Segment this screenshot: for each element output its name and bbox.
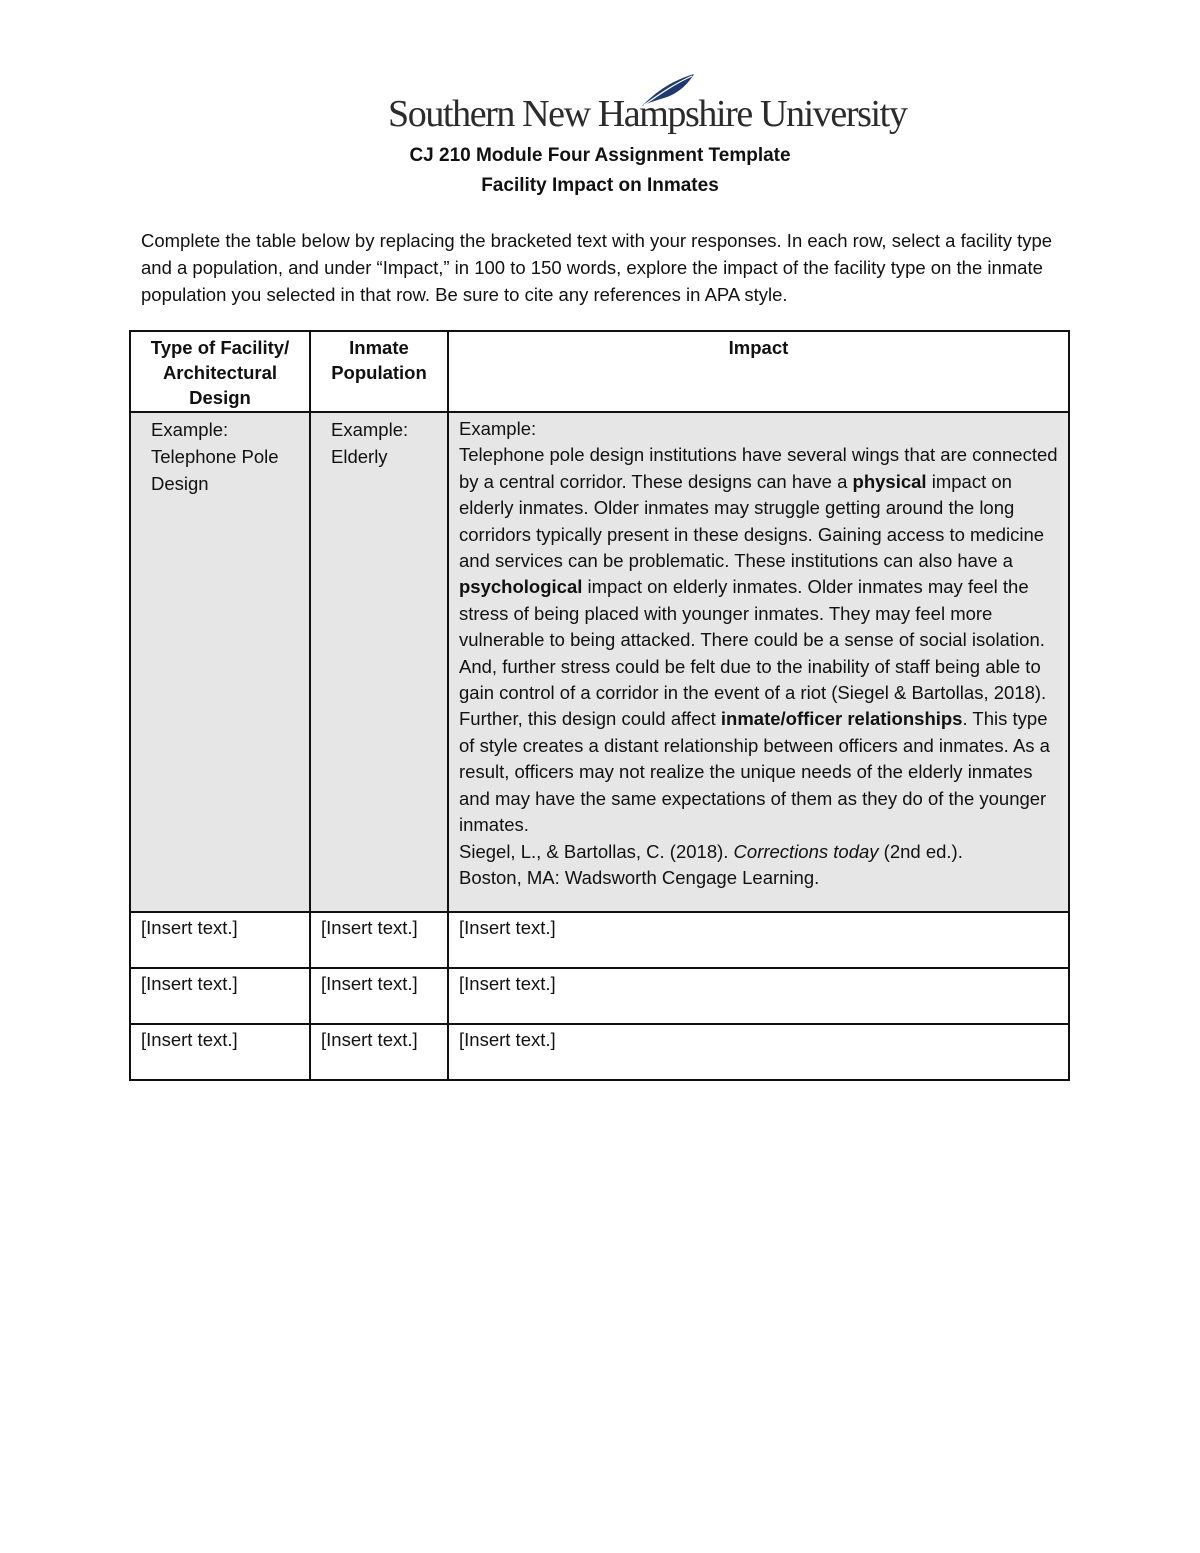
university-logo [388, 72, 907, 135]
facility-input-cell[interactable]: [Insert text.] [130, 1024, 310, 1080]
header-impact: Impact [448, 331, 1069, 412]
document-subtitle: Facility Impact on Inmates [481, 175, 719, 196]
facility-input-cell[interactable]: [Insert text.] [130, 968, 310, 1024]
table-row [130, 968, 1069, 1024]
population-input-cell[interactable]: [Insert text.] [310, 1024, 448, 1080]
header-facility: Type of Facility/ Architectural Design [130, 331, 310, 412]
table-header-row [130, 331, 1069, 412]
impact-input-cell[interactable]: [Insert text.] [448, 912, 1069, 968]
instructions-paragraph: Complete the table below by replacing the bracketed text with your responses. In each row, select a facility type and a population, and under “Impact,” in 100 to 150 words, explore the impact of the facility type on the inmate population you selected in that row. Be sure to cite any references in APA style. [141, 230, 1053, 305]
population-input-cell[interactable]: [Insert text.] [310, 912, 448, 968]
example-reference: Siegel, L., & Bartollas, C. (2018). Corrections today (2nd ed.). [459, 840, 963, 862]
facility-input-cell[interactable]: [Insert text.] [130, 912, 310, 968]
assignment-table [129, 330, 1070, 1081]
impact-input-cell[interactable]: [Insert text.] [448, 1024, 1069, 1080]
table-row [130, 912, 1069, 968]
document-title: CJ 210 Module Four Assignment Template [409, 145, 791, 166]
example-impact-text: Telephone pole design institutions have several wings that are connected by a central corridor. These designs can have a physical impact on elderly inmates. Older inmates may struggle getting around the long corridors typically present in these designs. Gaining access to medicine and services can be problematic. These institutions can also have a psychological impact on elderly inmates. Older inmates may feel the stress of being placed with younger inmates. They may feel more vulnerable to being attacked. There could be a sense of social isolation. And, further stress could be felt due to the inability of staff being able to gain control of a corridor in the event of a riot (Siegel & Bartollas, 2018). Further, this design could affect inmate/officer relationships. This type of style creates a distant relationship between officers and inmates. As a result, officers may not realize the unique needs of the elderly inmates and may have the same expectations of them as they do of the younger inmates. [459, 444, 1058, 836]
example-facility-cell: Example: Telephone Pole Design [130, 412, 310, 912]
table-row [130, 1024, 1069, 1080]
example-row [130, 412, 1069, 912]
example-impact-cell: Example: Telephone pole design institutions have several wings that are connected by a central corridor. These designs can have a physical impact on elderly inmates. Older inmates may struggle getting around the long corridors typically present in these designs. Gaining access to medicine and services can be problematic. These institutions can also have a psychological impact on elderly inmates. Older inmates may feel the stress of being placed with younger inmates. They may feel more vulnerable to being attacked. There could be a sense of social isolation. And, further stress could be felt due to the inability of staff being able to gain control of a corridor in the event of a riot (Siegel & Bartollas, 2018). Further, this design could affect inmate/officer relationships. This type of style creates a distant relationship between officers and inmates. As a result, officers may not realize the unique needs of the elderly inmates and may have the same expectations of them as they do of the younger inmates. Siegel, L., & Bartollas, C. (2018). Corrections today (2nd ed.). Boston, MA: Wadsworth Cengage Learning. [448, 412, 1069, 912]
header-population: Inmate Population [310, 331, 448, 412]
impact-input-cell[interactable]: [Insert text.] [448, 968, 1069, 1024]
logo-wordmark: Southern New Hampshire University [388, 93, 907, 135]
population-input-cell[interactable]: [Insert text.] [310, 968, 448, 1024]
example-population-cell: Example: Elderly [310, 412, 448, 912]
